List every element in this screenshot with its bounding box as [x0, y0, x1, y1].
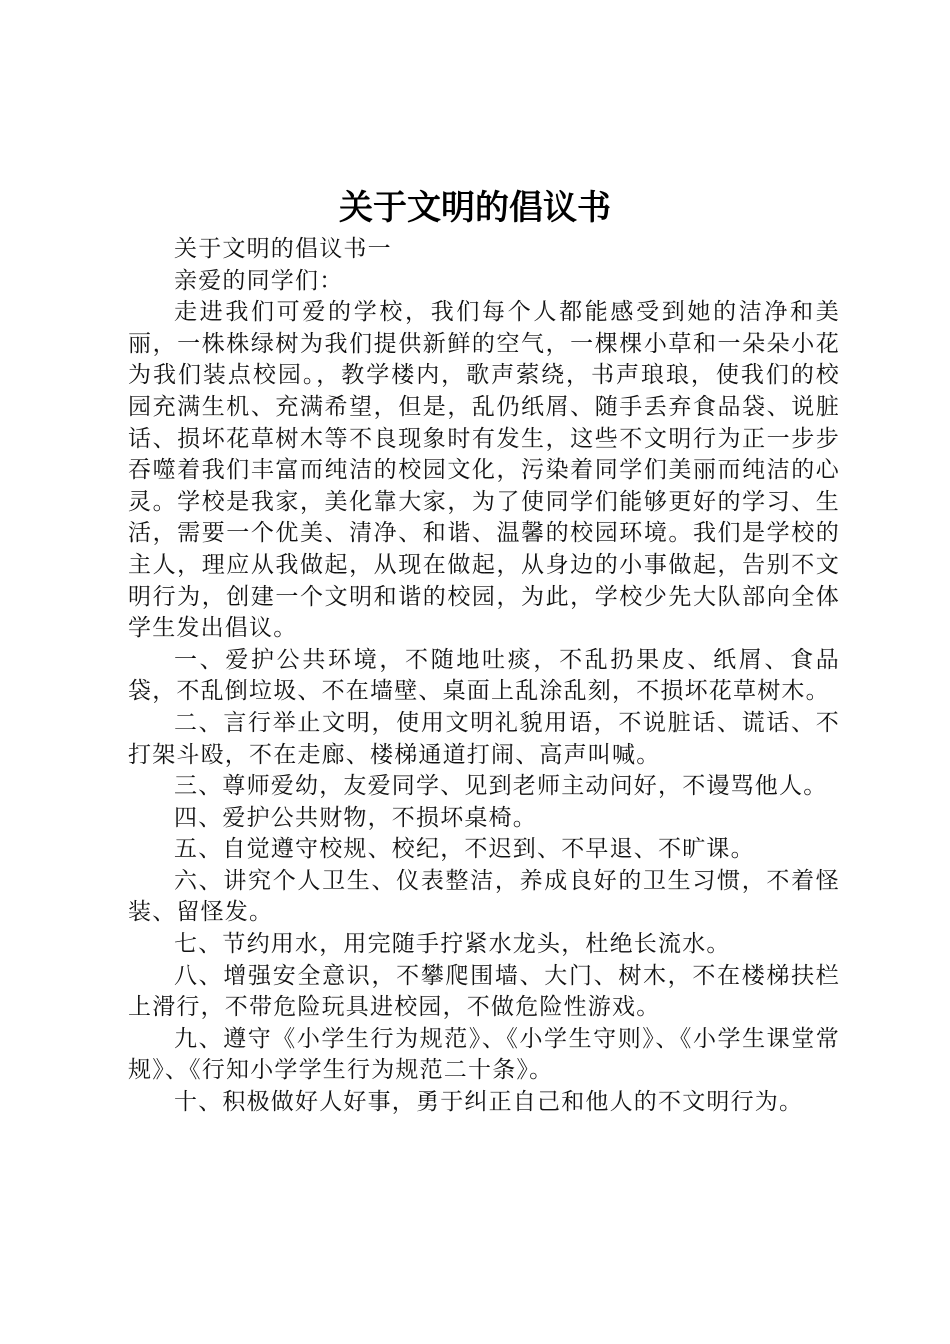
proposal-item-2: 二、言行举止文明，使用文明礼貌用语，不说脏话、谎话、不打架斗殴，不在走廊、楼梯通道打闹、高声叫喊。	[128, 709, 840, 768]
subtitle-paragraph: 关于文明的倡议书一	[174, 236, 392, 262]
proposal-item-5: 五、自觉遵守校规、校纪，不迟到、不早退、不旷课。	[174, 836, 755, 863]
proposal-item-8: 八、增强安全意识，不攀爬围墙、大门、树木，不在楼梯扶栏上滑行，不带危险玩具进校园，不做危险性游戏。	[128, 962, 840, 1021]
document-body	[128, 234, 840, 1119]
salutation-paragraph: 亲爱的同学们：	[174, 267, 344, 294]
proposal-item-4: 四、爱护公共财物，不损坏桌椅。	[174, 804, 537, 831]
proposal-item-7: 七、节约用水，用完随手拧紧水龙头，杜绝长流水。	[174, 931, 731, 958]
proposal-item-9: 九、遵守《小学生行为规范》、《小学生守则》、《小学生课堂常规》、《行知小学学生行为规范二十条》。	[128, 1025, 840, 1084]
document-title: 关于文明的倡议书	[339, 188, 611, 228]
proposal-item-6: 六、讲究个人卫生、仪表整洁，养成良好的卫生习惯，不着怪装、留怪发。	[128, 867, 840, 926]
proposal-item-3: 三、尊师爱幼，友爱同学、见到老师主动问好，不谩骂他人。	[174, 773, 828, 800]
proposal-item-1: 一、爱护公共环境，不随地吐痰，不乱扔果皮、纸屑、食品袋，不乱倒垃圾、不在墙壁、桌面上乱涂乱刻，不损坏花草树木。	[128, 646, 840, 705]
proposal-item-10: 十、积极做好人好事，勇于纠正自己和他人的不文明行为。	[174, 1089, 804, 1116]
intro-paragraph: 走进我们可爱的学校，我们每个人都能感受到她的洁净和美丽，一株株绿树为我们提供新鲜的空气，一棵棵小草和一朵朵小花为我们装点校园。，教学楼内，歌声萦绕，书声琅琅，使我们的校园充满生机、充满希望，但是，乱仍纸屑、随手丢弃食品袋、说脏话、损坏花草树木等不良现象时有发生，这些不文明行为正一步步吞噬着我们丰富而纯洁的校园文化，污染着同学们美丽而纯洁的心灵。学校是我家，美化靠大家，为了使同学们能够更好的学习、生活，需要一个优美、清净、和谐、温馨的校园环境。我们是学校的主人，理应从我做起，从现在做起，从身边的小事做起，告别不文明行为，创建一个文明和谐的校园，为此，学校少先大队部向全体学生发出倡议。	[128, 299, 840, 642]
